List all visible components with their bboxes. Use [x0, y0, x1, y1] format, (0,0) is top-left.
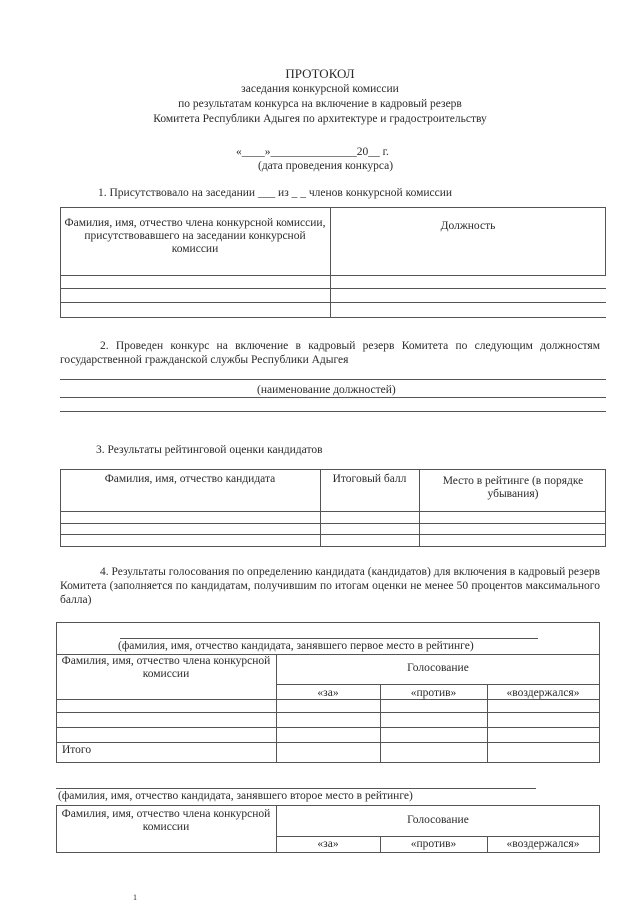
page-mark: 1 — [133, 893, 137, 902]
second-place-caption: (фамилия, имя, отчество кандидата, занявшего второе место в рейтинге) — [58, 790, 413, 802]
section-3-text: 3. Результаты рейтинговой оценки кандидатов — [96, 444, 323, 456]
first-col-member: Фамилия, имя, отчество члена конкурсной комиссии — [61, 655, 271, 680]
second-vote-abstain: «воздержался» — [506, 838, 580, 850]
second-col-vote: Голосование — [407, 814, 469, 826]
rating-col-name: Фамилия, имя, отчество кандидата — [104, 473, 276, 485]
title-line-3: Комитета Республики Адыгея по архитектуре и градостроительству — [153, 113, 487, 125]
section-2-text: 2. Проведен конкурс на включение в кадровый резерв Комитета по следующим должностям государственной гражданской службы Республики Адыгея — [60, 340, 600, 366]
first-vote-for: «за» — [317, 687, 339, 699]
section-4-text: 4. Результаты голосования по определению кандидата (кандидатов) для включения в кадровый резерв Комитета (заполняется по кандидатам, получившим по итогам оценки не менее 50 процентов максимального балла) — [60, 566, 600, 606]
first-col-vote: Голосование — [407, 662, 469, 674]
rating-col-place: Место в рейтинге (в порядке убывания) — [442, 475, 584, 500]
section-1-text: 1. Присутствовало на заседании ___ из _ _ членов конкурсной комиссии — [98, 187, 453, 199]
first-total-label: Итого — [62, 744, 92, 756]
rating-col-score: Итоговый балл — [332, 473, 407, 485]
document-title: ПРОТОКОЛ — [285, 66, 355, 81]
title-line-1: заседания конкурсной комиссии — [241, 83, 399, 95]
date-caption: (дата проведения конкурса) — [258, 160, 394, 172]
positions-caption: (наименование должностей) — [257, 384, 396, 396]
date-line: «____»_______________20__ г. — [236, 146, 389, 158]
first-place-caption: (фамилия, имя, отчество кандидата, занявшего первое место в рейтинге) — [118, 640, 474, 652]
second-col-member: Фамилия, имя, отчество члена конкурсной комиссии — [61, 808, 271, 833]
first-vote-abstain: «воздержался» — [506, 687, 580, 699]
attendance-col-member: Фамилия, имя, отчество члена конкурсной комиссии, присутствовавшего на заседании конкурсной комиссии — [64, 217, 326, 255]
attendance-col-position: Должность — [440, 220, 496, 232]
second-vote-against: «против» — [410, 838, 457, 850]
title-line-2: по результатам конкурса на включение в кадровый резерв — [178, 98, 462, 110]
first-vote-against: «против» — [410, 687, 457, 699]
second-vote-for: «за» — [317, 838, 339, 850]
